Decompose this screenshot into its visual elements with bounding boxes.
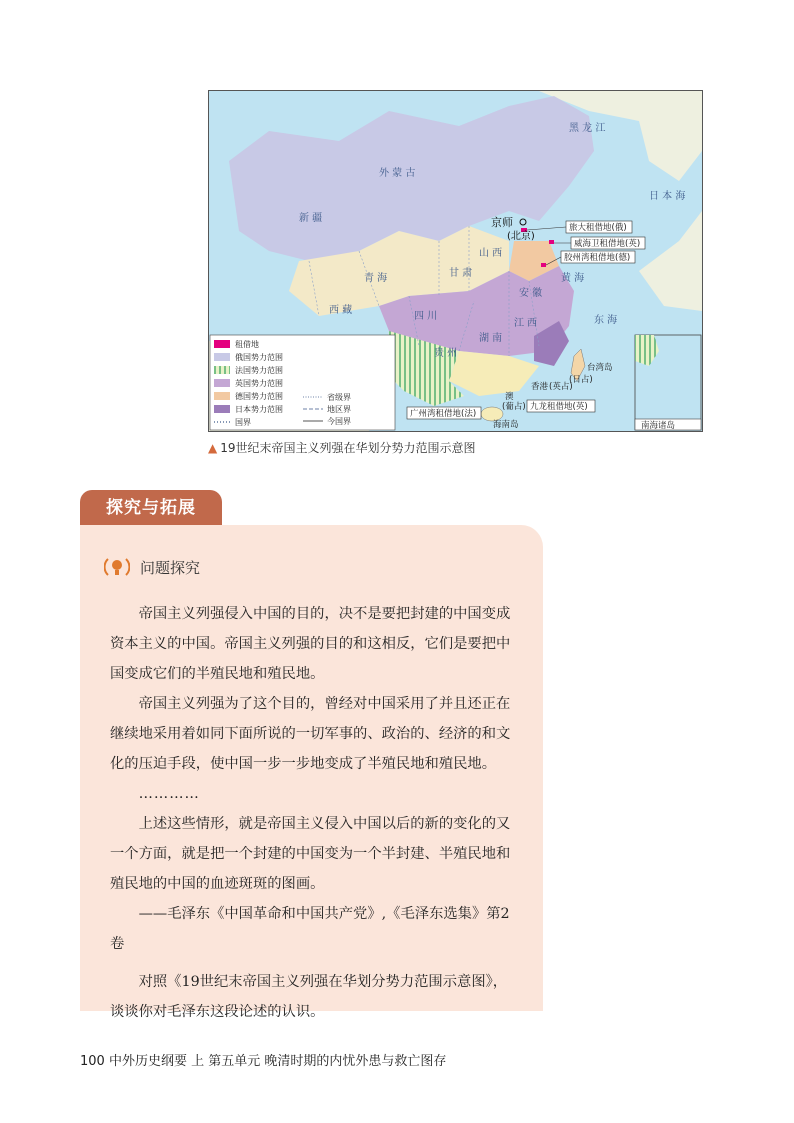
- ellipsis-line: …………: [138, 786, 200, 802]
- label-sichuan: 四 川: [414, 311, 438, 322]
- paragraph-2: 帝国主义列强为了这个目的，曾经对中国采用了并且还正在继续地采用着如同下面所说的一切军事的、政治的、经济的和文化的压迫手段，使中国一步一步地变成了半殖民地和殖民地。: [110, 696, 511, 772]
- label-yellow-sea: 黄 海: [561, 273, 585, 284]
- map-graphic: [209, 91, 702, 431]
- unit-title: 第五单元 晚清时期的内忧外患与救亡图存: [208, 1054, 447, 1069]
- label-mongolia: 外 蒙 古: [379, 168, 416, 179]
- guangdong-area: [449, 351, 539, 396]
- label-shanxi: 山 西: [479, 248, 503, 259]
- panel-heading-text: 问题探究: [140, 558, 201, 577]
- section-tab: 探究与拓展: [80, 490, 222, 526]
- legend-swatch-leased: [214, 340, 230, 348]
- weihai-leased-mark: [549, 240, 554, 244]
- inquiry-text: [110, 599, 520, 1027]
- label-hongkong: 香港: [531, 382, 549, 392]
- question-bulb-icon: [104, 555, 130, 579]
- book-title: 中外历史纲要 上: [108, 1054, 205, 1069]
- legend-label-russia: 俄国势力范围: [235, 353, 283, 362]
- label-qinghai: 青 海: [364, 273, 388, 284]
- label-macao-note: (葡占): [502, 402, 526, 412]
- inquiry-panel: [80, 525, 543, 1020]
- legend-label-britain: 英国势力范围: [235, 379, 283, 388]
- citation: ——毛泽东《中国革命和中国共产党》,《毛泽东选集》第2卷: [110, 906, 510, 952]
- label-taiwan: 台湾岛: [587, 363, 613, 373]
- label-guangzhouwan: 广州湾租借地(法): [410, 409, 477, 419]
- paragraph-1: 帝国主义列强侵入中国的目的，决不是要把封建的中国变成资本主义的中国。帝国主义列强的目的和这相反，它们是要把中国变成它们的半殖民地和殖民地。: [110, 606, 511, 682]
- legend-swatch-japan: [214, 405, 230, 413]
- label-taiwan-note: (日占): [569, 375, 593, 385]
- label-macao: 澳: [505, 392, 514, 402]
- label-lushun: 旅大租借地(俄): [569, 223, 627, 233]
- label-tibet: 西 藏: [329, 305, 353, 316]
- legend-label-province: 省级界: [327, 393, 351, 402]
- page-footer: [80, 1050, 446, 1069]
- label-jiaozhou: 胶州湾租借地(德): [564, 253, 631, 263]
- hainan-island: [481, 407, 503, 421]
- label-heilongjiang: 黑 龙 江: [569, 123, 606, 134]
- page-number: 100: [80, 1054, 105, 1069]
- legend-label-leased: 租借地: [235, 340, 259, 349]
- label-xinjiang: 新 疆: [299, 213, 323, 224]
- capital-marker: [520, 219, 526, 225]
- sphere-of-influence-map: [208, 90, 703, 432]
- panel-heading: [104, 555, 200, 579]
- label-south-sea: 南海诸岛: [641, 421, 676, 431]
- label-kowloon: 九龙租借地(英): [530, 402, 588, 412]
- label-weihai: 威海卫租借地(英): [574, 239, 641, 249]
- legend-label-current-border: 今国界: [327, 417, 351, 426]
- legend-swatch-france: [214, 366, 230, 374]
- label-jiangxi: 江 西: [514, 318, 538, 329]
- legend-label-japan: 日本势力范围: [235, 405, 283, 414]
- legend-label-germany: 德国势力范围: [235, 392, 283, 401]
- label-anhui: 安 徽: [519, 288, 543, 299]
- question-prompt: 对照《19世纪末帝国主义列强在华划分势力范围示意图》，谈谈你对毛泽东这段论述的认识。: [110, 974, 508, 1020]
- legend-label-france: 法国势力范围: [235, 366, 283, 375]
- legend-swatch-russia: [214, 353, 230, 361]
- label-capital-note: (北京): [507, 231, 535, 242]
- legend-swatch-germany: [214, 392, 230, 400]
- label-hongkong-note: (英占): [549, 382, 573, 392]
- caption-triangle-icon: ▲: [208, 441, 218, 455]
- label-capital: 京师: [491, 216, 513, 229]
- label-hainan: 海南岛: [493, 420, 519, 430]
- label-guizhou: 贵 州: [434, 348, 458, 359]
- map-caption: [208, 439, 476, 456]
- paragraph-3: 上述这些情形，就是帝国主义侵入中国以后的新的变化的又一个方面，就是把一个封建的中国变为一个半封建、半殖民地和殖民地的中国的血迹斑斑的图画。: [110, 816, 511, 892]
- legend-swatch-britain: [214, 379, 230, 387]
- legend-label-border: 国界: [235, 418, 251, 427]
- label-hunan: 湖 南: [479, 333, 503, 344]
- label-sea-japan: 日 本 海: [649, 191, 686, 202]
- japan-land: [639, 211, 702, 311]
- jiaozhou-leased-mark: [541, 263, 546, 267]
- label-east-sea: 东 海: [594, 315, 618, 326]
- label-gansu: 甘 肃: [449, 268, 473, 279]
- legend-label-district: 地区界: [327, 405, 351, 414]
- map-caption-text: 19世纪末帝国主义列强在华划分势力范围示意图: [220, 441, 476, 455]
